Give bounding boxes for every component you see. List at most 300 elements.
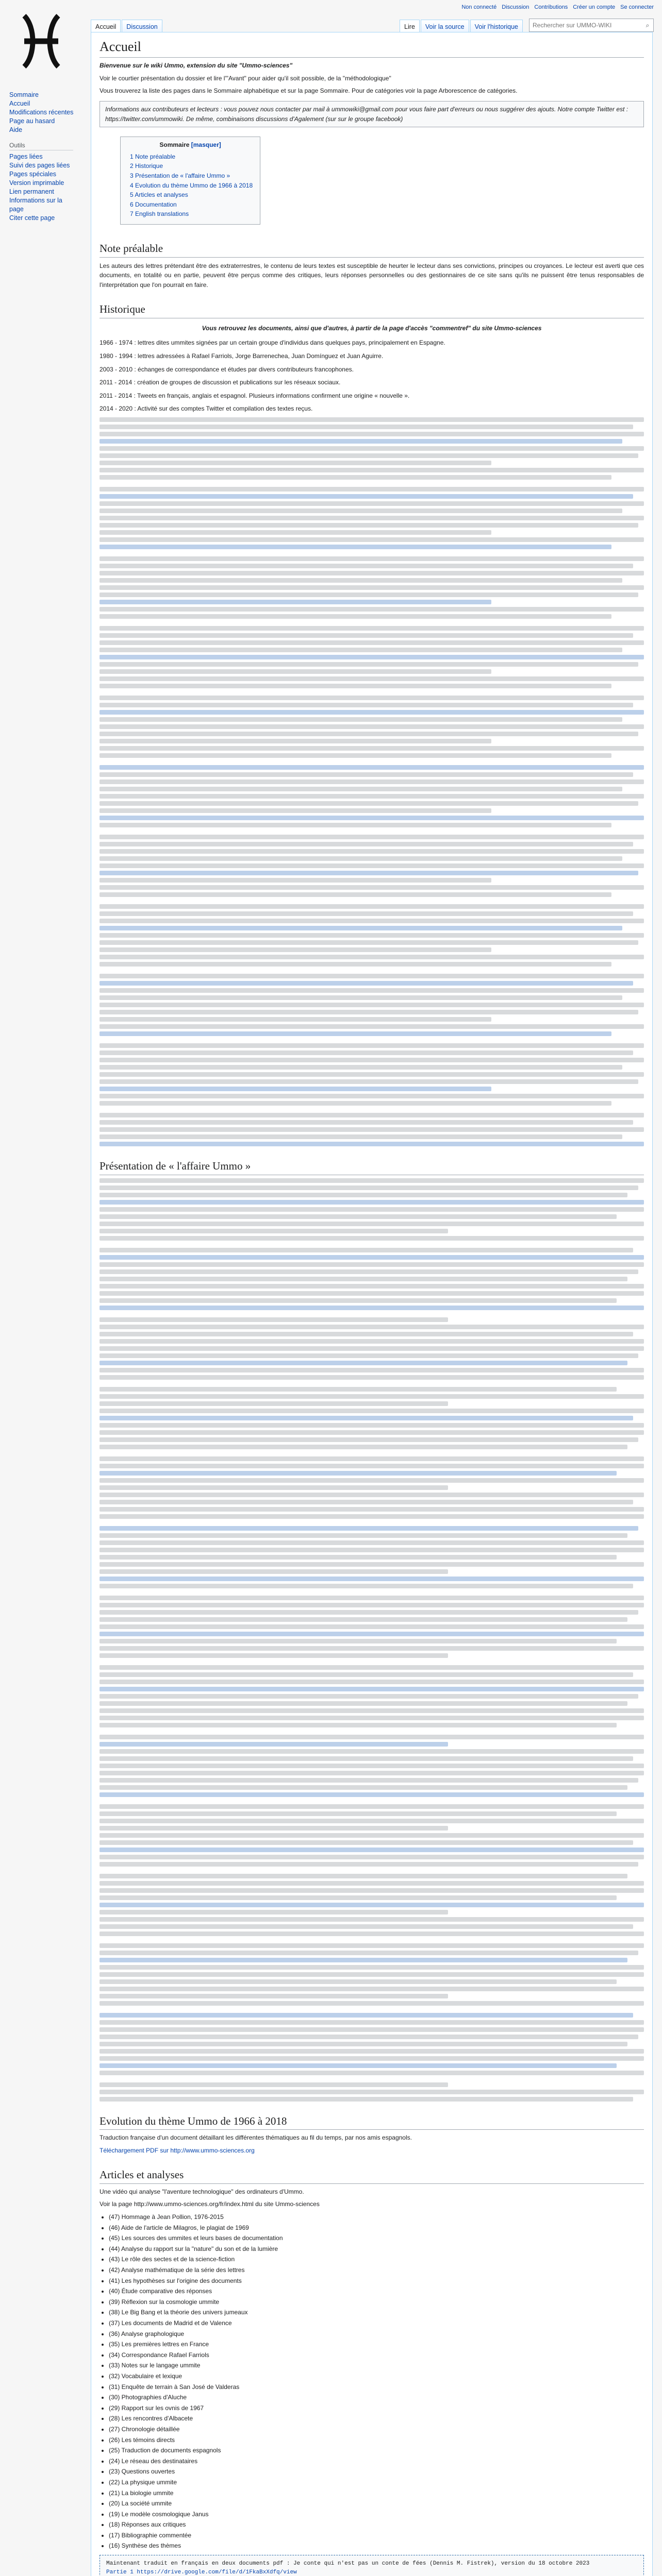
article-item[interactable]: • (33) Notes sur le langage ummite: [109, 2361, 644, 2370]
text-line: [100, 1134, 622, 1139]
sidebar-tool-special-pages[interactable]: Pages spéciales: [9, 171, 57, 178]
text-line: [100, 1653, 448, 1658]
text-line: [100, 1101, 611, 1106]
text-line: [100, 1493, 644, 1497]
text-line: [100, 724, 644, 729]
text-line: [100, 1339, 644, 1344]
text-line: [100, 487, 644, 492]
text-line: [100, 509, 622, 513]
presentation-body-text: [100, 1178, 644, 2102]
text-line: [100, 1317, 448, 1322]
text-line: [100, 871, 638, 875]
text-line: [100, 1723, 617, 1727]
text-line: [100, 816, 644, 820]
intro-sommaire: Vous trouverez la liste des pages dans le Sommaire alphabétique et sur la page Sommaire. Pour de catégories voir la page Arborescence de catégories.: [100, 87, 518, 95]
text-line: [100, 1958, 627, 1962]
text-line: [100, 955, 644, 959]
namespace-tabs: [91, 20, 162, 33]
text-line: [100, 633, 633, 638]
search-input[interactable]: [529, 22, 642, 29]
intro-paragraph: Voir le courtier présentation du dossier et lire l'"Avant" pour aider qu'il soit possible, de la "méthodologique": [100, 74, 391, 82]
text-line: [100, 600, 491, 604]
text-line: [100, 1888, 644, 1893]
text-line: [100, 1361, 627, 1365]
text-line: [100, 2020, 644, 2025]
text-line: [100, 1353, 638, 1358]
text-line: [100, 1895, 617, 1900]
text-line: [100, 1031, 611, 1036]
article-item[interactable]: • (39) Réflexion sur la cosmologie ummite: [109, 2297, 644, 2307]
text-line: [100, 947, 491, 952]
article-item[interactable]: • (40) Étude comparative des réponses: [109, 2286, 644, 2296]
ummo-logo-icon: [13, 13, 70, 70]
article-item[interactable]: • (44) Analyse du rapport sur la "nature" du son et de la lumière: [109, 2244, 644, 2254]
text-line: [100, 585, 644, 590]
sidebar-tool-related-changes[interactable]: Suivi des pages liées: [9, 162, 70, 169]
text-line: [100, 1749, 644, 1754]
text-line: [100, 787, 622, 791]
text-line: [100, 1178, 644, 1183]
text-line: [100, 1764, 644, 1768]
text-line: [100, 1562, 644, 1567]
text-line: [100, 1456, 644, 1461]
text-line: [100, 607, 644, 612]
page-title: Accueil: [100, 37, 644, 58]
text-line: [100, 1222, 644, 1226]
text-line: [100, 696, 644, 700]
text-line: [100, 1087, 491, 1091]
text-line: [100, 1833, 644, 1838]
article-item[interactable]: • (23) Questions ouvertes: [109, 2467, 644, 2477]
text-line: [100, 1903, 644, 1907]
sidebar-tool-printable[interactable]: Version imprimable: [9, 179, 64, 187]
toc-item[interactable]: 1 Note préalable: [130, 152, 176, 160]
text-line: [100, 703, 633, 707]
text-line: [100, 1716, 644, 1720]
search-box: [529, 19, 654, 32]
text-line: [100, 1248, 633, 1252]
text-line: [100, 1826, 448, 1831]
text-line: [100, 530, 491, 535]
talk-link[interactable]: Discussion: [502, 4, 529, 10]
text-line: [100, 2013, 633, 2018]
text-line: [100, 878, 491, 883]
text-line: [100, 885, 644, 890]
text-line: [100, 1965, 644, 1970]
articles-paragraph-2: Voir la page http://www.ummo-sciences.org/fr/index.html du site Ummo-sciences: [100, 2200, 320, 2208]
text-line: [100, 1010, 638, 1014]
sidebar-item-help[interactable]: Aide: [9, 126, 23, 133]
article-item[interactable]: • (36) Analyse graphologique: [109, 2329, 644, 2339]
text-line: [100, 904, 644, 909]
text-line: [100, 1478, 644, 1483]
text-line: [100, 1540, 644, 1545]
sidebar-tool-cite[interactable]: Citer cette page: [9, 214, 55, 222]
articles-paragraph: Une vidéo qui analyse "l'aventure technologique" des ordinateurs d'Ummo.: [100, 2188, 304, 2195]
article-item[interactable]: • (17) Bibliographie commentée: [109, 2531, 644, 2540]
text-line: [100, 475, 611, 480]
text-line: [100, 1708, 644, 1713]
text-line: [100, 453, 638, 458]
toc-item[interactable]: 2 Historique: [130, 162, 163, 170]
text-line: [100, 2063, 617, 2068]
text-line: [100, 1533, 627, 1538]
article-item[interactable]: • (37) Les documents de Madrid et de Valence: [109, 2318, 644, 2328]
text-line: [100, 1394, 644, 1399]
text-line: [100, 1639, 617, 1643]
text-line: [100, 1694, 638, 1699]
text-line: [100, 1548, 644, 1552]
text-line: [100, 1387, 617, 1392]
text-line: [100, 676, 644, 681]
text-line: [100, 571, 644, 575]
text-line: [100, 1603, 644, 1607]
article-item[interactable]: • (16) Synthèse des thèmes: [109, 2541, 644, 2551]
tab-view-source[interactable]: Voir la source: [421, 20, 469, 33]
toc-item[interactable]: 6 Documentation: [130, 200, 177, 208]
text-line: [100, 1193, 627, 1197]
text-line: [100, 1943, 644, 1948]
tab-accueil[interactable]: Accueil: [91, 20, 121, 33]
text-line: [100, 1735, 644, 1739]
text-line: [100, 2082, 448, 2087]
text-line: [100, 523, 638, 528]
text-line: [100, 1680, 644, 1684]
article-item[interactable]: • (19) Le modèle cosmologique Janus: [109, 2510, 644, 2519]
text-line: [100, 779, 644, 784]
text-line: [100, 1229, 448, 1233]
contributors-notice: Informations aux contributeurs et lecteurs : vous pouvez nous contacter par mail à ummowiki@gmail.com pour vous faire part d'erreurs ou nous suggérer des ajouts. Notre compte Twitter est : https://twitter.com/ummowiki. De même, combinaisons discussions d'Agalement (sur sur le groupe facebook): [100, 101, 644, 127]
tab-history[interactable]: Voir l'historique: [470, 20, 523, 33]
text-line: [100, 842, 633, 846]
article-item[interactable]: • (38) Le Big Bang et la théorie des univers jumeaux: [109, 2308, 644, 2317]
article-item[interactable]: • (20) La société ummite: [109, 2499, 644, 2509]
text-line: [100, 1262, 644, 1267]
personal-tools: [461, 4, 654, 10]
text-line: [100, 1785, 627, 1790]
text-line: [100, 1207, 644, 1212]
text-line: [100, 1756, 633, 1761]
sidebar-item-sommaire[interactable]: Sommaire: [9, 91, 39, 98]
text-line: [100, 1665, 644, 1670]
text-line: [100, 417, 644, 422]
text-line: [100, 626, 644, 631]
evolution-pdf-link[interactable]: Téléchargement PDF sur http://www.ummo-sciences.org: [100, 2146, 255, 2154]
text-line: [100, 1874, 627, 1878]
toc-title: [128, 140, 253, 150]
text-line: [100, 1072, 644, 1077]
article-item[interactable]: • (47) Hommage à Jean Pollion, 1976-2015: [109, 2212, 644, 2222]
historique-body-text: [100, 417, 644, 1146]
text-line: [100, 1113, 644, 1117]
tab-read[interactable]: Lire: [400, 20, 420, 33]
article-item[interactable]: • (46) Aide de l'article de Milagros, le plagiat de 1969: [109, 2223, 644, 2233]
tools-heading: Outils: [9, 142, 73, 150]
intro-welcome: [100, 61, 644, 71]
text-line: [100, 1701, 627, 1706]
text-line: [100, 1910, 448, 1914]
section-historique-heading: Historique: [100, 301, 644, 318]
text-line: [100, 1050, 633, 1055]
toc-item[interactable]: 5 Articles et analyses: [130, 191, 188, 199]
text-line: [100, 1584, 633, 1588]
article-item[interactable]: • (43) Le rôle des sectes et de la science-fiction: [109, 2255, 644, 2264]
text-line: [100, 926, 622, 930]
text-line: [100, 1687, 644, 1691]
text-line: [100, 1185, 638, 1190]
text-line: [100, 1811, 617, 1816]
text-line: [100, 1526, 638, 1531]
section-evolution-heading: Evolution du thème Ummo de 1966 à 2018: [100, 2113, 644, 2130]
article-item[interactable]: • (29) Rapport sur les ovnis de 1967: [109, 2403, 644, 2413]
text-line: [100, 801, 638, 806]
text-line: [100, 1617, 627, 1622]
text-line: [100, 1214, 617, 1219]
text-line: [100, 1485, 448, 1490]
text-line: [100, 684, 611, 688]
article-item[interactable]: • (25) Traduction de documents espagnols: [109, 2446, 644, 2455]
toc-item[interactable]: 3 Présentation de « l'affaire Ummo »: [130, 172, 230, 180]
text-line: [100, 962, 611, 967]
text-line: [100, 1569, 448, 1574]
text-line: [100, 988, 644, 993]
text-line: [100, 1058, 644, 1062]
text-line: [100, 1430, 644, 1435]
site-logo[interactable]: [0, 0, 82, 82]
text-line: [100, 753, 611, 758]
text-line: [100, 669, 491, 674]
text-line: [100, 1024, 644, 1029]
text-line: [100, 1003, 644, 1007]
text-line: [100, 1924, 633, 1929]
text-line: [100, 1127, 644, 1132]
text-line: [100, 1375, 644, 1380]
hist-item: 1980 - 1994 : lettres adressées à Rafael Farriols, Jorge Barrenechea, Juan Domínguez et Juan Aguirre.: [100, 352, 384, 360]
text-line: [100, 1043, 644, 1048]
text-line: [100, 849, 644, 854]
text-line: [100, 856, 622, 861]
text-line: [100, 516, 644, 520]
text-line: [100, 614, 611, 619]
text-line: [100, 648, 622, 652]
text-line: [100, 1994, 448, 1998]
article-item[interactable]: • (22) La physique ummite: [109, 2478, 644, 2487]
text-line: [100, 2097, 633, 2102]
text-line: [100, 1325, 644, 1329]
hist-item: 1966 - 1974 : lettres dites ummites signées par un certain groupe d'individus dans quelques pays, principalement en Espagne.: [100, 339, 445, 347]
section-articles-heading: Articles et analyses: [100, 2166, 644, 2184]
article-item[interactable]: • (27) Chronologie détaillée: [109, 2425, 644, 2434]
text-line: [100, 1672, 633, 1677]
text-line: [100, 1255, 644, 1260]
text-line: [100, 461, 491, 465]
article-item[interactable]: • (21) La biologie ummite: [109, 2488, 644, 2498]
text-line: [100, 1917, 644, 1922]
table-of-contents: [120, 137, 260, 225]
section-presentation-heading: Présentation de « l'affaire Ummo »: [100, 1158, 644, 1175]
intro-welcome-text: Bienvenue sur le wiki Ummo, extension du site "Ummo-sciences": [100, 62, 293, 70]
text-line: [100, 739, 491, 743]
toc-item[interactable]: 7 English translations: [130, 210, 189, 218]
text-line: [100, 863, 644, 868]
text-line: [100, 1792, 644, 1797]
text-line: [100, 501, 644, 506]
article-item[interactable]: • (28) Les rencontres d'Albacete: [109, 2414, 644, 2424]
text-line: [100, 835, 644, 839]
toc-item[interactable]: 4 Evolution du thème Ummo de 1966 à 2018: [130, 181, 253, 189]
article-item[interactable]: • (34) Correspondance Rafael Farriols: [109, 2350, 644, 2360]
text-line: [100, 1972, 644, 1977]
text-line: [100, 746, 644, 751]
sidebar-tool-permalink[interactable]: Lien permanent: [9, 188, 54, 195]
article-item[interactable]: • (42) Analyse mathématique de la série des lettres: [109, 2265, 644, 2275]
text-line: [100, 940, 638, 945]
text-line: [100, 2049, 644, 2054]
text-line: [100, 2042, 627, 2046]
text-line: [100, 1610, 638, 1615]
text-line: [100, 425, 633, 429]
text-line: [100, 1284, 644, 1289]
text-line: [100, 592, 638, 597]
login-link[interactable]: Se connecter: [620, 4, 654, 10]
toc-toggle[interactable]: [masquer]: [191, 141, 221, 149]
sidebar-tool-what-links-here[interactable]: Pages liées: [9, 153, 43, 160]
text-line: [100, 1291, 644, 1296]
text-line: [100, 1778, 638, 1783]
text-line: [100, 564, 633, 568]
text-line: [100, 494, 633, 499]
text-line: [100, 1065, 622, 1070]
note-paragraph: Les auteurs des lettres prétendant être des extraterrestres, le contenu de leurs textes est susceptible de heurter le lecteur dans ses convictions, principes ou croyances. Le lecteur est averti que ces documents, en totalité ou en partie, peuvent être perçus comme des critiques, leurs réponses personnelles ou des gestionnaires de ce site sans qu'ils ne puissent être tenus responsables de l'interprétation que l'on pourrait en faire.: [100, 262, 644, 289]
translation-part-1-link[interactable]: Partie 1 https://drive.google.com/file/d/1FkaBxXdfq/view: [106, 2569, 297, 2576]
text-line: [100, 995, 622, 1000]
text-line: [100, 432, 644, 436]
text-line: [100, 710, 644, 715]
sidebar-tool-page-info[interactable]: Informations sur la page: [9, 197, 62, 213]
sidebar: [4, 91, 78, 226]
text-line: [100, 1409, 644, 1413]
text-line: [100, 1596, 644, 1600]
text-line: [100, 446, 644, 451]
text-line: [100, 1306, 644, 1310]
tab-discussion[interactable]: Discussion: [122, 20, 162, 33]
text-line: [100, 1464, 644, 1468]
article-item[interactable]: • (32) Vocabulaire et lexique: [109, 2371, 644, 2381]
hist-item: 2011 - 2014 : Tweets en français, anglais et espagnol. Plusieurs informations confirment une origine « nouvelle ».: [100, 392, 410, 399]
article-item[interactable]: • (30) Photographies d'Aluche: [109, 2393, 644, 2402]
toc-title-text: Sommaire: [159, 141, 190, 149]
text-line: [100, 1742, 448, 1747]
text-line: [100, 1771, 644, 1775]
hist-item: 2011 - 2014 : création de groupes de discussion et publications sur les réseaux sociaux.: [100, 379, 341, 386]
text-line: [100, 2027, 644, 2032]
text-line: [100, 1507, 644, 1512]
text-line: [100, 1142, 644, 1146]
text-line: [100, 1804, 644, 1809]
article-item[interactable]: • (18) Réponses aux critiques: [109, 2520, 644, 2530]
historique-quote: Vous retrouvez les documents, ainsi que d'autres, à partir de la page d'accès "commentref" du site Ummo-sciences: [202, 324, 542, 332]
text-line: [100, 2001, 644, 2006]
text-line: [100, 1840, 633, 1845]
article-item[interactable]: • (31) Enquête de terrain à San José de Valderas: [109, 2382, 644, 2392]
text-line: [100, 545, 611, 549]
evolution-paragraph: Traduction française d'un document détaillant les différentes thématiques au fil du temps, par nos amis espagnols.: [100, 2134, 412, 2142]
text-line: [100, 1094, 644, 1098]
text-line: [100, 1848, 644, 1852]
text-line: [100, 1416, 633, 1420]
text-line: [100, 717, 622, 722]
text-line: [100, 1862, 638, 1867]
article-item[interactable]: • (24) Le réseau des destinataires: [109, 2456, 644, 2466]
article-item[interactable]: • (26) Les témoins directs: [109, 2435, 644, 2445]
text-line: [100, 1120, 633, 1125]
text-line: [100, 1500, 633, 1504]
section-note-heading: Note préalable: [100, 240, 644, 258]
not-logged-in: Non connecté: [461, 4, 497, 10]
text-line: [100, 2090, 644, 2094]
text-line: [100, 1437, 638, 1442]
text-line: [100, 1017, 491, 1022]
text-line: [100, 1401, 448, 1406]
text-line: [100, 1855, 644, 1859]
create-account-link[interactable]: Créer un compte: [573, 4, 616, 10]
text-line: [100, 1079, 638, 1084]
hist-item: 2014 - 2020 : Activité sur des comptes Twitter et compilation des textes reçus.: [100, 405, 313, 413]
sidebar-item-random-page[interactable]: Page au hasard: [9, 117, 55, 125]
text-line: [100, 765, 644, 770]
text-line: [100, 1368, 644, 1372]
text-line: [100, 1987, 644, 1991]
text-line: [100, 823, 611, 827]
article-item[interactable]: • (45) Les sources des ummites et leurs bases de documentation: [109, 2233, 644, 2243]
text-line: [100, 1236, 644, 1241]
text-line: [100, 1471, 617, 1476]
text-line: [100, 640, 644, 645]
text-line: [100, 468, 644, 472]
text-line: [100, 911, 633, 916]
search-icon[interactable]: ⌕: [646, 21, 650, 29]
main-content: [91, 32, 653, 2576]
text-line: [100, 1423, 644, 1428]
text-line: [100, 1200, 644, 1205]
text-line: [100, 1951, 638, 1955]
text-line: [100, 1332, 633, 1336]
text-line: [100, 1445, 627, 1449]
translation-notice: [100, 2555, 644, 2576]
text-line: [100, 1269, 638, 1274]
sidebar-item-accueil[interactable]: Accueil: [9, 100, 30, 107]
text-line: [100, 1514, 644, 1519]
view-tabs: [400, 20, 523, 33]
text-line: [100, 537, 644, 542]
text-line: [100, 1277, 627, 1281]
text-line: [100, 981, 633, 986]
article-item[interactable]: • (35) Les premières lettres en France: [109, 2340, 644, 2349]
text-line: [100, 1646, 644, 1651]
text-line: [100, 2071, 644, 2075]
text-line: [100, 1632, 644, 1636]
text-line: [100, 655, 644, 659]
text-line: [100, 919, 644, 923]
sidebar-item-recent-changes[interactable]: Modifications récentes: [9, 109, 74, 116]
translation-notice-text: Maintenant traduit en français en deux documents pdf : Je conte qui n'est pas un conte de fées (Dennis M. Fistrek), version du 18 octobre 2023: [106, 2561, 590, 2567]
text-line: [100, 1298, 617, 1303]
text-line: [100, 892, 611, 897]
article-item[interactable]: • (41) Les hypothèses sur l'origine des documents: [109, 2276, 644, 2286]
text-line: [100, 578, 622, 583]
contributions-link[interactable]: Contributions: [534, 4, 568, 10]
text-line: [100, 1979, 617, 1984]
